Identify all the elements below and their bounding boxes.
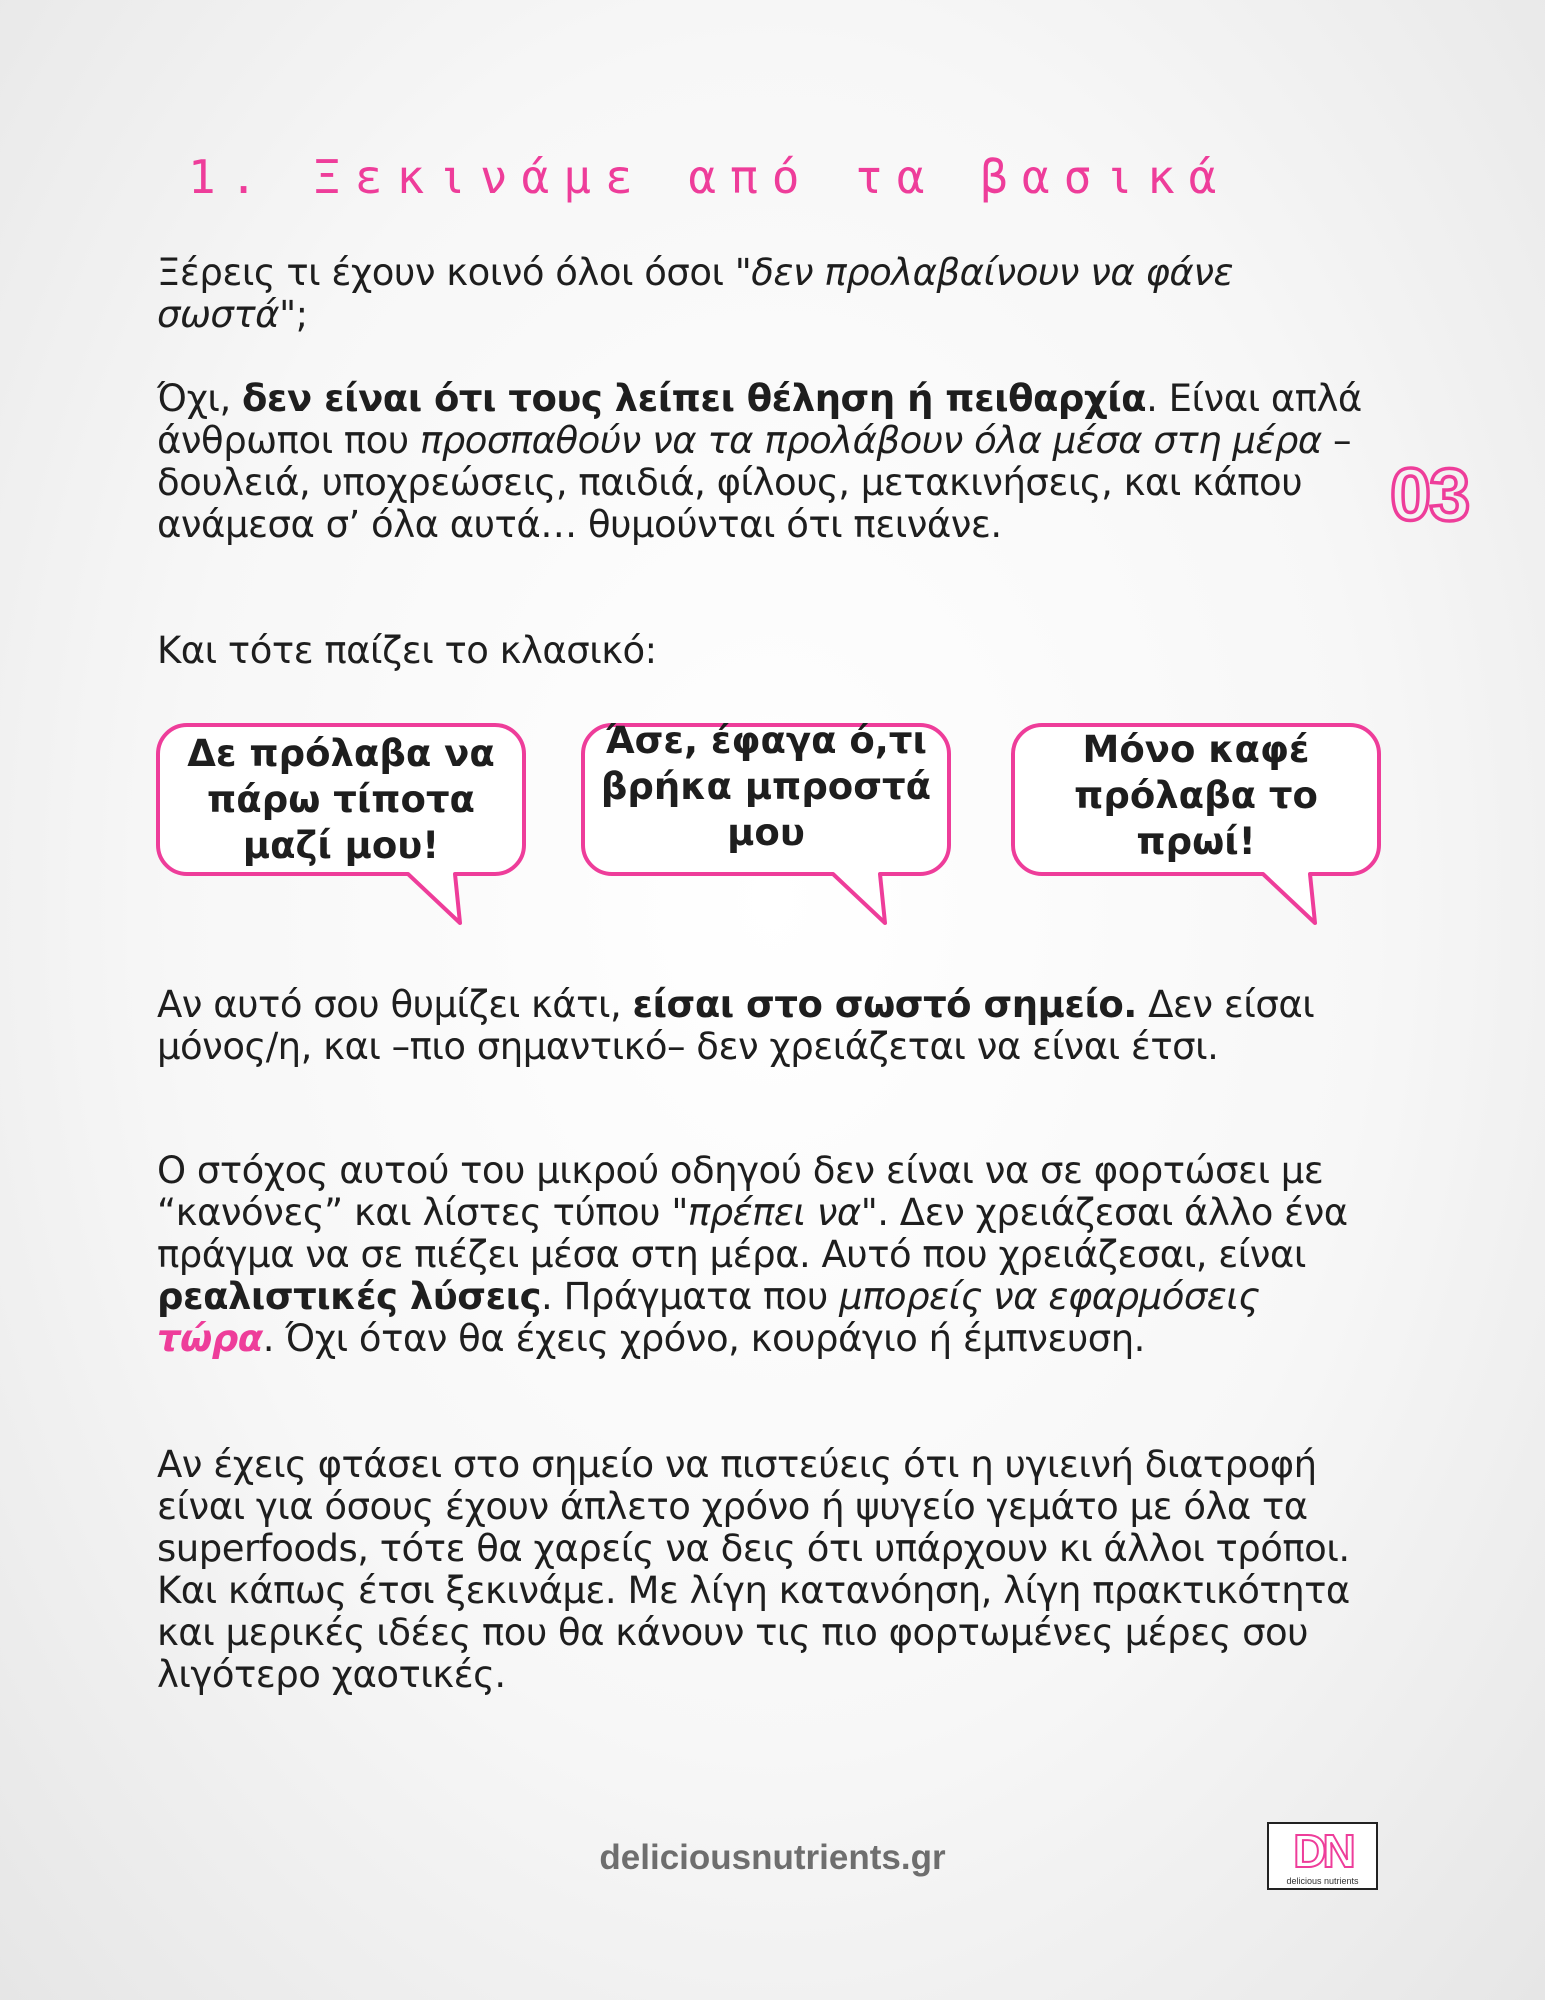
- text-run: Όχι,: [157, 377, 242, 420]
- speech-bubble-1: [155, 722, 527, 882]
- text-run: . Πράγματα που: [541, 1275, 840, 1318]
- bubble-text: Άσε, έφαγα ό,τι βρήκα μπροστά μου: [600, 719, 932, 854]
- body-section-3: [157, 1444, 1387, 1696]
- intro-paragraph-3: Και τότε παίζει το κλασικό:: [157, 629, 657, 672]
- bubble-text: Δε πρόλαβα να πάρω τίποτα μαζί μου!: [187, 731, 495, 867]
- footer-website-url: deliciousnutrients.gr: [599, 1838, 946, 1877]
- brand-logo: [1267, 1822, 1378, 1890]
- italic-run: δεν προλαβαίνουν να φάνε σωστά: [157, 251, 1233, 336]
- intro-paragraph-2: [157, 378, 1387, 546]
- body-paragraph-1: [157, 984, 1387, 1068]
- bold-run: ρεαλιστικές λύσεις: [157, 1275, 542, 1318]
- text-run: ";: [279, 293, 308, 336]
- page-title: 1. Ξεκινάμε από τα βασικά: [188, 150, 1231, 204]
- body-paragraph-2: [157, 1150, 1387, 1360]
- text-run: Αν αυτό σου θυμίζει κάτι,: [157, 983, 633, 1026]
- intro-section-3: [157, 630, 1387, 672]
- text-run: – δουλειά, υποχρεώσεις, παιδιά, φίλους, μετακινήσεις, και κάπου ανάμεσα σ’ όλα αυτά… θυμούνται ότι πεινάνε.: [157, 419, 1352, 546]
- italic-run: μπορείς να εφαρμόσεις: [839, 1275, 1260, 1318]
- page-number: 03: [1390, 453, 1469, 536]
- bubble-text: Μόνο καφέ πρόλαβα το πρωί!: [1074, 728, 1318, 863]
- bold-run: είσαι στο σωστό σημείο.: [632, 983, 1137, 1026]
- intro-section-2: [157, 378, 1387, 546]
- text-run: . Είναι απλά άνθρωποι που: [157, 377, 1362, 462]
- logo-caption: delicious nutrients: [1286, 1876, 1359, 1886]
- intro-section: [157, 252, 1387, 336]
- italic-run: προσπαθούν να τα προλάβουν όλα μέσα στη μέρα: [419, 419, 1322, 462]
- body-section-1: [157, 984, 1387, 1068]
- logo-mark: DN: [1293, 1825, 1352, 1877]
- text-run: Ξέρεις τι έχουν κοινό όλοι όσοι ": [157, 251, 752, 294]
- text-run: . Όχι όταν θα έχεις χρόνο, κουράγιο ή έμπνευση.: [262, 1317, 1145, 1360]
- highlight-run: τώρα: [157, 1317, 263, 1360]
- text-run: ". Δεν χρειάζεσαι άλλο ένα πράγμα να σε πιέζει μέσα στη μέρα. Αυτό που χρειάζεσαι, είναι: [157, 1191, 1348, 1276]
- body-section-2: [157, 1150, 1387, 1360]
- bold-run: δεν είναι ότι τους λείπει θέληση ή πειθαρχία: [241, 377, 1147, 420]
- text-run: Δεν είσαι μόνος/η, και –πιο σημαντικό– δεν χρειάζεται να είναι έτσι.: [157, 983, 1315, 1068]
- italic-run: πρέπει να: [687, 1191, 861, 1234]
- body-paragraph-3: Αν έχεις φτάσει στο σημείο να πιστεύεις ότι η υγιεινή διατροφή είναι για όσους έχουν άπλετο χρόνο ή ψυγείο γεμάτο με όλα τα superfoods, τότε θα χαρείς να δεις ότι υπάρχουν κι άλλοι τρόποι. Και κάπως έτσι ξεκινάμε. Με λίγη κατανόηση, λίγη πρακτικότητα και μερικές ιδέες που θα κάνουν τις πιο φορτωμένες μέρες σου λιγότερο χαοτικές.: [157, 1443, 1350, 1696]
- speech-bubble-3: [1010, 722, 1382, 882]
- text-run: Ο στόχος αυτού του μικρού οδηγού δεν είναι να σε φορτώσει με “κανόνες” και λίστες τύπου ": [157, 1149, 1324, 1234]
- intro-paragraph-1: [157, 252, 1387, 336]
- speech-bubble-2: [580, 719, 952, 882]
